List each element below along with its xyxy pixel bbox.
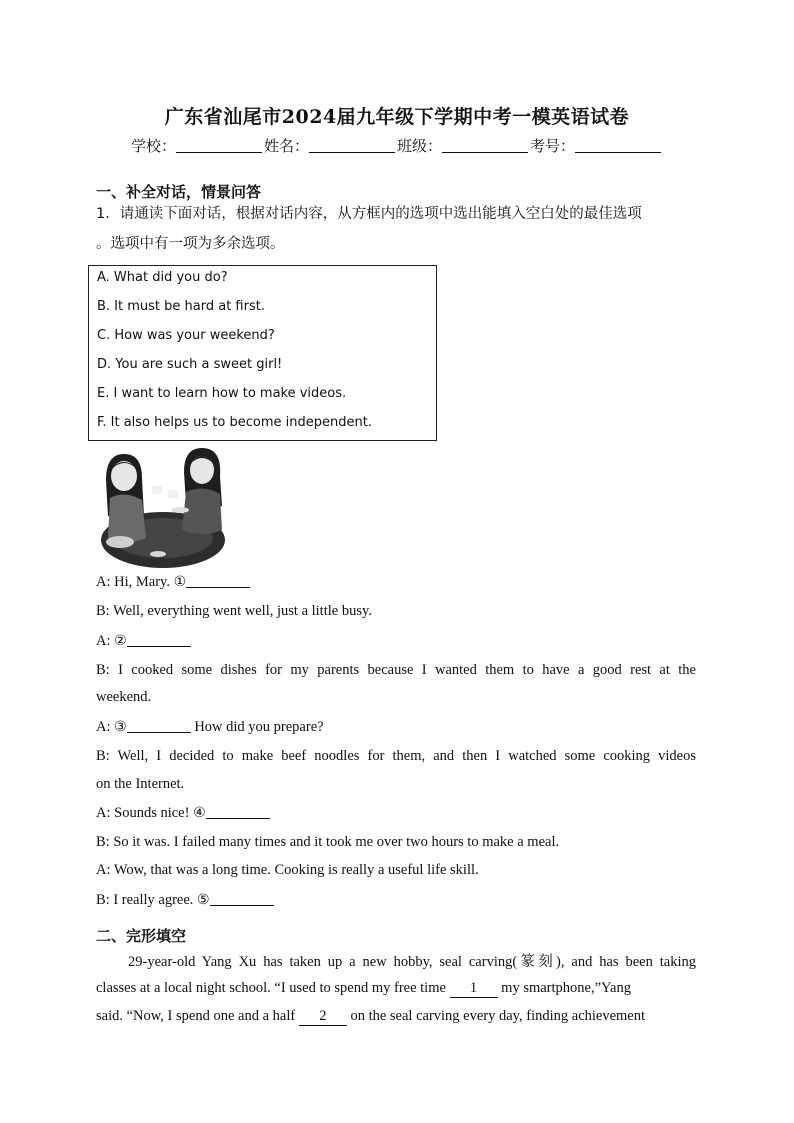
option-a: A. What did you do?	[97, 270, 228, 285]
dialogue-line-7	[96, 804, 696, 822]
name-blank[interactable]	[309, 138, 395, 153]
dialogue-text: A: Hi, Mary.	[96, 574, 170, 590]
dialogue-line-8: B: So it was. I failed many times and it took me over two hours to make a meal.	[96, 834, 560, 850]
dialogue-line-2: B: Well, everything went well, just a little busy.	[96, 603, 372, 619]
name-label: 姓名：	[263, 137, 309, 155]
passage-text: said. “Now, I spend one and a half	[96, 1008, 296, 1024]
cloze-blank-1[interactable]: 1	[450, 980, 498, 998]
dialogue-text: A:	[96, 633, 111, 649]
question1-intro	[96, 199, 702, 259]
cloze-blank-2[interactable]: 2	[299, 1008, 347, 1026]
student-info-line	[0, 135, 794, 156]
blank-marker-4: ④	[193, 805, 206, 821]
dialogue-text: B: I really agree.	[96, 892, 194, 908]
passage-text: classes at a local night school. “I used to spend my free time	[96, 980, 446, 996]
school-blank[interactable]	[176, 138, 262, 153]
dialogue-text: How did you prepare?	[194, 719, 324, 735]
answer-blank-1[interactable]	[186, 573, 250, 588]
dialogue-line-10	[96, 891, 696, 909]
dialogue-line-4b: weekend.	[96, 689, 152, 705]
number-blank[interactable]	[575, 138, 661, 153]
answer-blank-3[interactable]	[127, 718, 191, 733]
passage-text: my smartphone,”Yang	[501, 980, 631, 996]
dialogue-line-3	[96, 632, 696, 650]
passage-line-3	[96, 1008, 696, 1026]
blank-marker-3: ③	[114, 719, 127, 735]
option-b: B. It must be hard at first.	[97, 299, 265, 314]
answer-blank-2[interactable]	[127, 632, 191, 647]
blank-marker-1: ①	[173, 574, 187, 590]
option-f: F. It also helps us to become independent.	[97, 415, 372, 430]
dialogue-text: A: Sounds nice!	[96, 805, 190, 821]
option-d: D. You are such a sweet girl!	[97, 357, 283, 372]
dialogue-line-6b: on the Internet.	[96, 776, 185, 792]
option-e: E. I want to learn how to make videos.	[97, 386, 347, 401]
answer-blank-4[interactable]	[206, 804, 270, 819]
school-label: 学校：	[130, 137, 176, 155]
blank-marker-5: ⑤	[197, 892, 210, 908]
dialogue-line-4a: B: I cooked some dishes for my parents because I wanted them to have a good rest at the	[96, 662, 696, 678]
passage-line-1: 29-year-old Yang Xu has taken up a new hobby, seal carving(篆刻), and has been taking	[128, 954, 696, 970]
exam-title: 广东省汕尾市2024届九年级下学期中考一模英语试卷	[164, 106, 630, 128]
option-c: C. How was your weekend?	[97, 328, 275, 343]
intro-line-1: 1．请通读下面对话，根据对话内容，从方框内的选项中选出能填入空白处的最佳选项	[96, 206, 642, 222]
dialogue-text: A:	[96, 719, 111, 735]
answer-blank-5[interactable]	[210, 891, 274, 906]
class-label: 班级：	[397, 137, 443, 155]
number-label: 考号：	[530, 137, 576, 155]
dialogue-line-5	[96, 718, 696, 736]
class-blank[interactable]	[442, 138, 528, 153]
blank-marker-2: ②	[114, 633, 127, 649]
dialogue-line-9: A: Wow, that was a long time. Cooking is really a useful life skill.	[96, 862, 479, 878]
passage-text: on the seal carving every day, finding achievement	[350, 1008, 646, 1024]
section1-heading: 一、补全对话，情景问答	[96, 183, 262, 201]
dialogue-line-6a: B: Well, I decided to make beef noodles for them, and then I watched some cooking videos	[96, 748, 696, 764]
dialogue-line-1	[96, 573, 696, 591]
options-box	[88, 265, 437, 441]
passage-line-2	[96, 980, 696, 998]
section2-heading: 二、完形填空	[96, 927, 187, 945]
intro-line-2: 。选项中有一项为多余选项。	[96, 236, 285, 252]
two-girls-illustration	[98, 446, 228, 570]
